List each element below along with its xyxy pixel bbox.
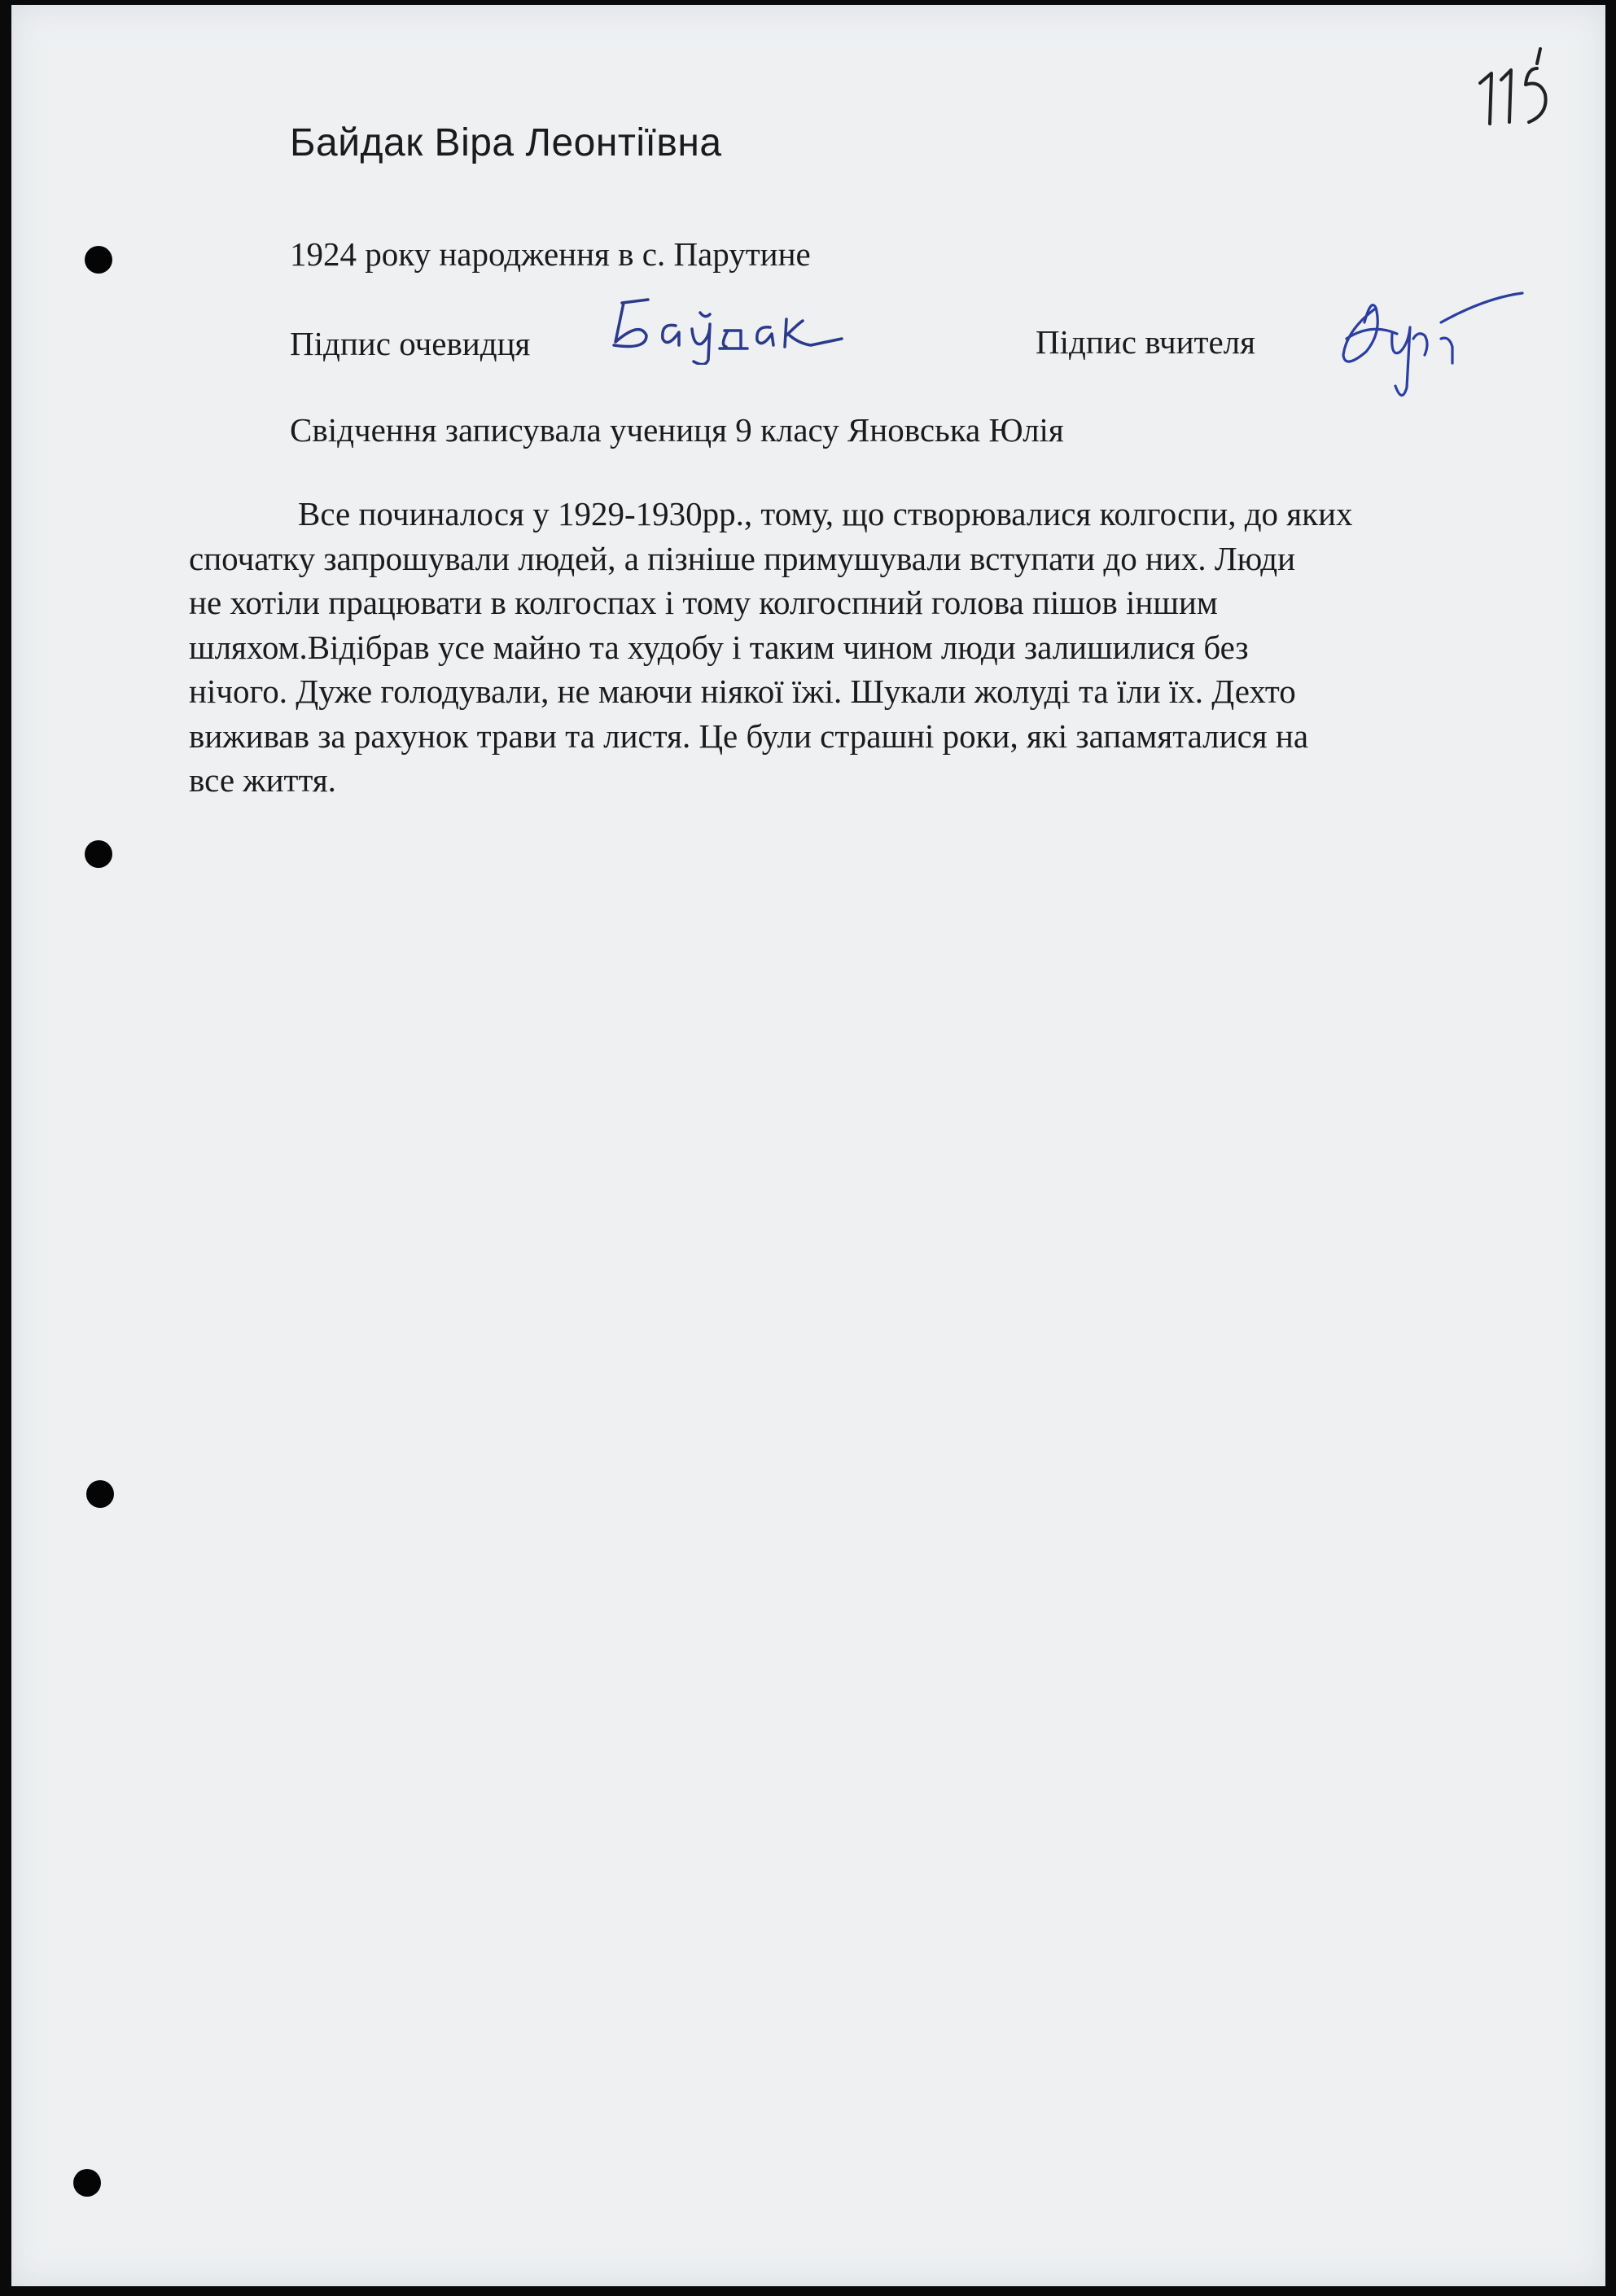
testimony-line: Все починалося у 1929-1930рр., тому, що створювалися колгоспи, до яких <box>298 495 1353 532</box>
punch-hole <box>86 1480 114 1508</box>
page-number-handwritten <box>1469 44 1566 134</box>
punch-hole <box>73 2169 101 2197</box>
testimony-line: шляхом.Відібрав усе майно та худобу і таким чином люди залишилися без <box>189 628 1249 666</box>
teacher-signature <box>1322 274 1534 412</box>
birth-line: 1924 року народження в с. Парутине <box>290 235 811 273</box>
punch-hole <box>85 246 112 274</box>
testimony-line: все життя. <box>189 761 336 799</box>
testimony-line: не хотіли працювати в колгоспах і тому колгоспний голова пішов іншим <box>189 584 1218 621</box>
document-page <box>11 5 1605 2286</box>
punch-hole <box>85 840 112 868</box>
witness-signature-label: Підпис очевидця <box>290 325 531 362</box>
person-name: Байдак Віра Леонтіївна <box>290 121 722 164</box>
testimony-line: нічого. Дуже голодували, не маючи ніякої їжі. Шукали жолуді та їли їх. Дехто <box>189 673 1296 710</box>
witness-signature <box>598 291 858 365</box>
recorder-line: Свідчення записувала учениця 9 класу Яновська Юлія <box>290 411 1064 449</box>
testimony-line: виживав за рахунок трави та листя. Це були страшні роки, які запамяталися на <box>189 716 1309 755</box>
teacher-signature-label: Підпис вчителя <box>1036 323 1255 361</box>
testimony-paragraph <box>189 492 1508 803</box>
testimony-line: спочатку запрошували людей, а пізніше примушували вступати до них. Люди <box>189 539 1296 577</box>
